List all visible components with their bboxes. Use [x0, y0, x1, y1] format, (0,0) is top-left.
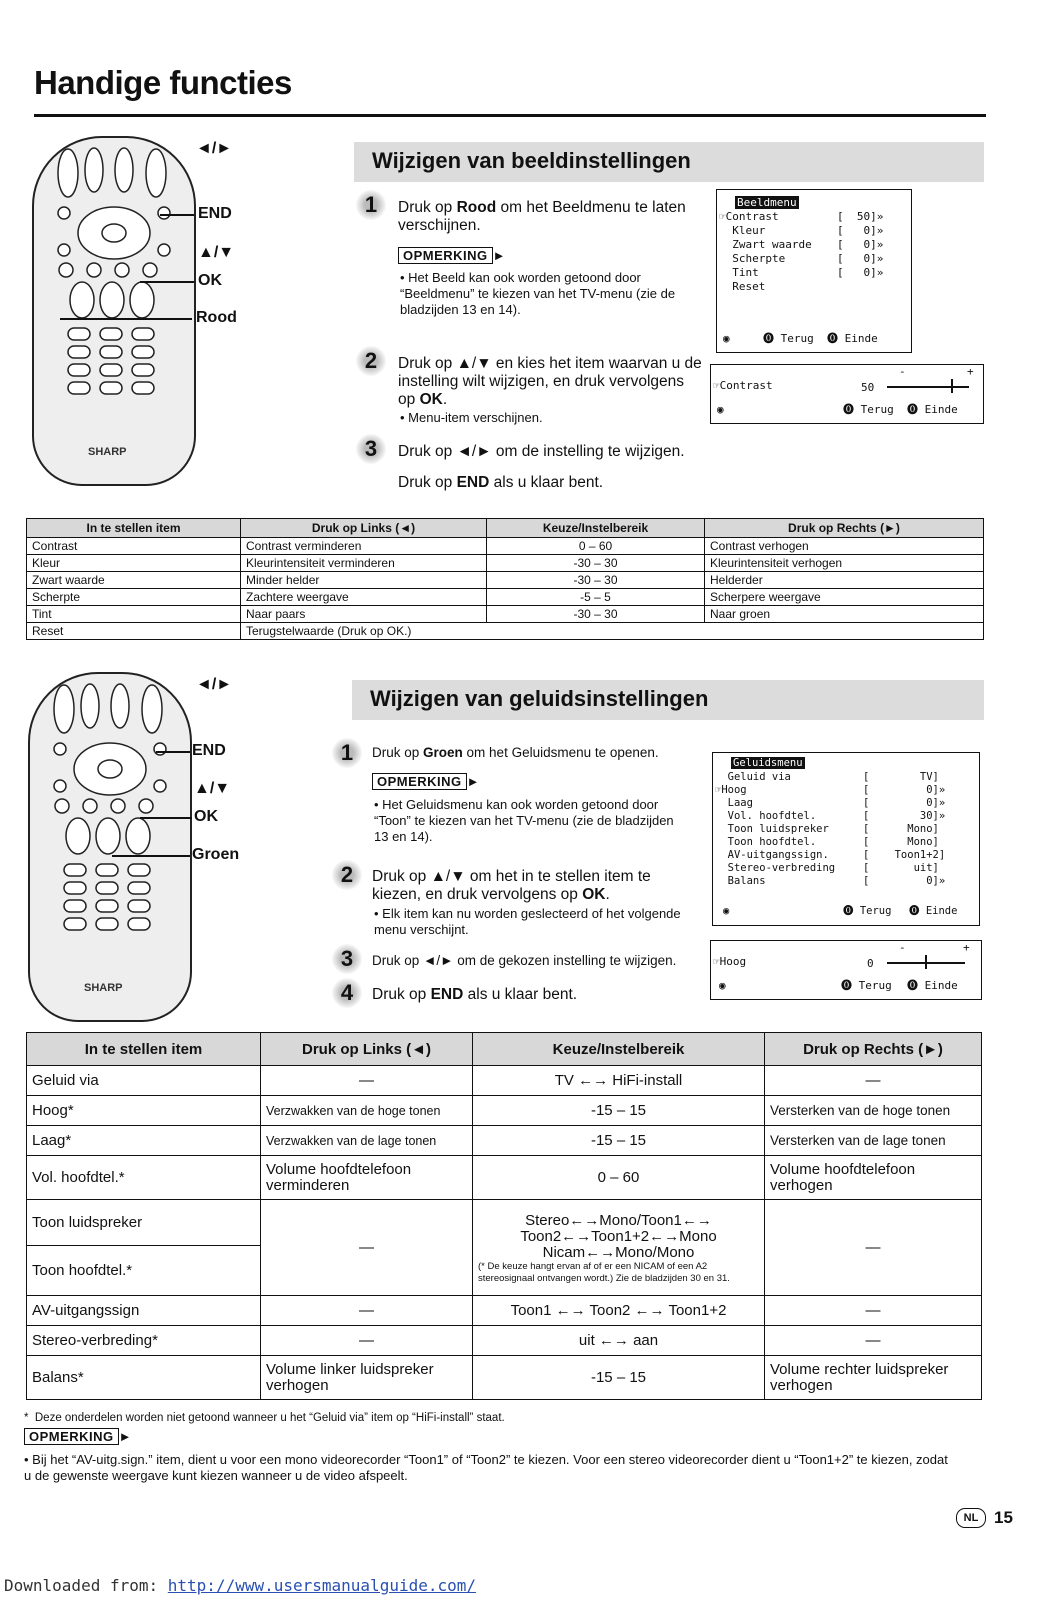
sound-settings-table — [26, 1032, 982, 1400]
table-row: Stereo-verbreding* — uit ←→ aan — — [27, 1326, 982, 1356]
label-end: END — [192, 742, 226, 759]
table-row: Zwart waarde Minder helder -30 – 30 Helderder — [27, 572, 984, 589]
remote-control-illustration — [32, 136, 196, 486]
page-number: 15 — [994, 1508, 1013, 1527]
osd-row-value: [ TV] — [863, 771, 939, 783]
remote-icon: ◉ — [719, 979, 726, 992]
column-header: In te stellen item — [27, 1033, 261, 1066]
remote-buttons-icon — [34, 138, 194, 484]
osd-picture-slider — [710, 364, 984, 424]
osd-sound-slider — [710, 940, 982, 1000]
osd-slider-track — [887, 386, 969, 388]
osd-row-value: [ 0]» — [837, 224, 884, 237]
osd-exit: ⓿ Einde — [907, 403, 958, 416]
download-footer: Downloaded from: http://www.usersmanualguide.com/ — [4, 1576, 477, 1595]
osd-slider-thumb — [951, 379, 953, 393]
osd-back: ⓿ Terug — [841, 979, 892, 992]
step-3-text: Druk op ◄/► om de gekozen instelling te wijzigen. — [372, 953, 677, 968]
footer-link[interactable]: http://www.usersmanualguide.com/ — [167, 1576, 477, 1595]
step-number: 1 — [356, 190, 386, 220]
step-2-text: Druk op ▲/▼ om het in te stellen item te kiezen, en druk vervolgens op OK. — [372, 868, 651, 903]
step-2-text: Druk op ▲/▼ en kies het item waarvan u de instelling wilt wijzigen, en druk vervolgens op OK. — [398, 355, 702, 408]
column-header: Keuze/Instelbereik — [487, 519, 705, 538]
table-row: Contrast Contrast verminderen 0 – 60 Contrast verhogen — [27, 538, 984, 555]
note-text: • Bij het “AV-uitg.sign.” item, dient u voor een mono videorecorder “Toon1” of “Toon2” te kiezen. Voor een stereo videorecorder dient u “Toon1+2” te kiezen, zodat u de gewenste weergave kunt kiezen wanneer u de video afspeelt. — [24, 1452, 948, 1483]
osd-row: ☞Contrast — [719, 210, 779, 223]
osd-row: Toon hoofdtel. — [715, 836, 817, 848]
remote-control-illustration — [28, 672, 192, 1022]
osd-back: ⓿ Terug — [763, 332, 814, 345]
osd-slider-plus: + — [967, 365, 974, 378]
remote-brand: SHARP — [88, 446, 127, 458]
step-number: 2 — [332, 860, 362, 890]
remote-icon: ◉ — [723, 905, 730, 917]
osd-slider-label: ☞Contrast — [713, 379, 773, 392]
osd-back: ⓿ Terug — [843, 905, 892, 917]
table-row: Reset Terugstelwaarde (Druk op OK.) — [27, 623, 984, 640]
column-header: Druk op Links (◄) — [261, 1033, 473, 1066]
osd-back: ⓿ Terug — [843, 403, 894, 416]
osd-exit: ⓿ Einde — [907, 979, 958, 992]
table-row: Vol. hoofdtel.* Volume hoofdtelefoon verminderen 0 – 60 Volume hoofdtelefoon verhogen — [27, 1156, 982, 1200]
osd-row-value: [ 0]» — [863, 875, 946, 887]
step-number: 3 — [356, 434, 386, 464]
leader-line — [112, 855, 190, 857]
osd-title: Beeldmenu — [737, 196, 797, 209]
osd-slider-value: 0 — [867, 957, 874, 970]
osd-row: Tint — [719, 266, 759, 279]
osd-row: AV-uitgangssign. — [715, 849, 829, 861]
language-badge: NL — [956, 1508, 986, 1528]
label-arrows-lr: ◄/► — [196, 676, 233, 693]
table-row: Toon luidspreker — Stereo←→Mono/Toon1←→ Toon2←→Toon1+2←→Mono Nicam←→Mono/Mono (* De keuze hangt ervan af of er een NICAM of een A2 stereosignaal ontvangen wordt.) Zie de bladzijden 30 en 31. — — [27, 1200, 982, 1246]
toon-range-line: Nicam←→Mono/Mono — [542, 1243, 695, 1261]
osd-row-value: [ Mono] — [863, 836, 939, 848]
step-number: 4 — [332, 978, 362, 1008]
osd-row: Zwart waarde — [719, 238, 812, 251]
remote-icon: ◉ — [717, 403, 724, 416]
osd-row: Scherpte — [719, 252, 786, 265]
label-ok: OK — [194, 808, 218, 825]
osd-slider-plus: + — [963, 941, 970, 954]
table-row: Toon hoofdtel.* — [27, 1246, 982, 1296]
leader-line — [140, 817, 192, 819]
label-ok: OK — [198, 272, 222, 289]
footnote: * Deze onderdelen worden niet getoond wanneer u het “Geluid via” item op “HiFi-install” staat. — [24, 1412, 505, 1424]
osd-row: Stereo-verbreding — [715, 862, 836, 874]
osd-exit: ⓿ Einde — [909, 905, 958, 917]
remote-buttons-icon — [30, 674, 190, 1020]
osd-exit: ⓿ Einde — [827, 332, 878, 345]
osd-row-value: [ Mono] — [863, 823, 939, 835]
table-row: AV-uitgangssign — Toon1 ←→ Toon2 ←→ Toon1+2 — — [27, 1296, 982, 1326]
osd-row-value: [ 0]» — [863, 797, 946, 809]
osd-slider-value: 50 — [861, 381, 875, 394]
table-row: Tint Naar paars -30 – 30 Naar groen — [27, 606, 984, 623]
remote-icon: ◉ — [723, 332, 730, 345]
osd-row: Laag — [715, 797, 753, 809]
leader-line — [156, 751, 190, 753]
osd-row: ☞Hoog — [715, 784, 747, 796]
step-4-text: Druk op END als u klaar bent. — [398, 474, 604, 491]
toon-range-note: (* De keuze hangt ervan af of er een NICAM of een A2 stereosignaal ontvangen wordt.) Zie de bladzijden 30 en 31. — [478, 1260, 730, 1284]
step-1-text: Druk op Rood om het Beeldmenu te laten verschijnen. — [398, 199, 686, 234]
section-heading-sound: Wijzigen van geluidsinstellingen — [352, 680, 984, 720]
table-row: Hoog* Verzwakken van de hoge tonen -15 – 15 Versterken van de hoge tonen — [27, 1096, 982, 1126]
osd-row: Kleur — [719, 224, 766, 237]
label-arrows-ud: ▲/▼ — [194, 780, 231, 797]
osd-row: Toon luidspreker — [715, 823, 829, 835]
osd-row-value: [ 0]» — [837, 266, 884, 279]
osd-title: Geluidsmenu — [733, 757, 803, 769]
picture-settings-table — [26, 518, 984, 640]
column-header: Druk op Rechts (►) — [705, 519, 984, 538]
column-header: Druk op Links (◄) — [241, 519, 487, 538]
label-green: Groen — [192, 846, 240, 863]
osd-row-value: [ 30]» — [863, 810, 946, 822]
osd-row-value: [ 0]» — [837, 238, 884, 251]
step-2-subtext: • Elk item kan nu worden geslecteerd of het volgende menu verschijnt. — [374, 906, 681, 937]
leader-line — [60, 318, 192, 320]
column-header: Druk op Rechts (►) — [765, 1033, 982, 1066]
osd-slider-label: ☞Hoog — [713, 955, 747, 968]
title-rule — [34, 114, 986, 117]
label-end: END — [198, 205, 232, 222]
osd-row: Balans — [715, 875, 766, 887]
note-badge: OPMERKING ► — [372, 773, 480, 791]
step-4-text: Druk op END als u klaar bent. — [372, 986, 578, 1003]
remote-brand: SHARP — [84, 982, 123, 994]
leader-line — [140, 281, 194, 283]
osd-row-value: [ 0]» — [837, 252, 884, 265]
table-row: Scherpte Zachtere weergave -5 – 5 Scherpere weergave — [27, 589, 984, 606]
label-arrows-lr: ◄/► — [196, 140, 233, 157]
note-text: • Het Beeld kan ook worden getoond door “Beeldmenu” te kiezen van het TV-menu (zie de bladzijden 13 en 14). — [400, 270, 676, 317]
osd-row-value: [ uit] — [863, 862, 939, 874]
step-1-text: Druk op Groen om het Geluidsmenu te openen. — [372, 745, 659, 760]
label-red: Rood — [196, 309, 237, 326]
osd-slider-minus: - — [899, 365, 906, 378]
note-text: • Het Geluidsmenu kan ook worden getoond door “Toon” te kiezen van het TV-menu (zie de bladzijden 13 en 14). — [374, 797, 674, 844]
step-number: 3 — [332, 944, 362, 974]
osd-sound-menu — [712, 752, 980, 926]
osd-row: Geluid via — [715, 771, 791, 783]
osd-row-value: [ 0]» — [863, 784, 946, 796]
osd-row-value: [ 50]» — [837, 210, 884, 223]
label-arrows-ud: ▲/▼ — [198, 244, 235, 261]
step-2-subtext: • Menu-item verschijnen. — [400, 410, 543, 425]
toon-range-line: Toon2←→Toon1+2←→Mono — [520, 1227, 717, 1245]
table-row: Balans* Volume linker luidspreker verhogen -15 – 15 Volume rechter luidspreker verhogen — [27, 1356, 982, 1400]
table-header-row — [27, 1033, 982, 1066]
leader-line — [160, 214, 194, 216]
page-title: Handige functies — [34, 64, 292, 101]
column-header: In te stellen item — [27, 519, 241, 538]
section-heading-picture: Wijzigen van beeldinstellingen — [354, 142, 984, 182]
osd-slider-thumb — [925, 955, 927, 969]
toon-range-line: Stereo←→Mono/Toon1←→ — [525, 1211, 712, 1229]
osd-row-value: [ Toon1+2] — [863, 849, 946, 861]
table-row: Kleur Kleurintensiteit verminderen -30 – 30 Kleurintensiteit verhogen — [27, 555, 984, 572]
note-badge: OPMERKING ► — [24, 1428, 132, 1446]
osd-slider-minus: - — [899, 941, 906, 954]
table-row: Geluid via — TV ←→ HiFi-install — — [27, 1066, 982, 1096]
table-row: Laag* Verzwakken van de lage tonen -15 – 15 Versterken van de lage tonen — [27, 1126, 982, 1156]
osd-picture-menu — [716, 189, 912, 353]
note-badge: OPMERKING ► — [398, 247, 506, 265]
osd-row: Reset — [719, 280, 766, 293]
step-number: 2 — [356, 346, 386, 376]
table-header-row — [27, 519, 984, 538]
column-header: Keuze/Instelbereik — [473, 1033, 765, 1066]
step-number: 1 — [332, 738, 362, 768]
step-3-text: Druk op ◄/► om de instelling te wijzigen. — [398, 443, 685, 460]
osd-row: Vol. hoofdtel. — [715, 810, 817, 822]
